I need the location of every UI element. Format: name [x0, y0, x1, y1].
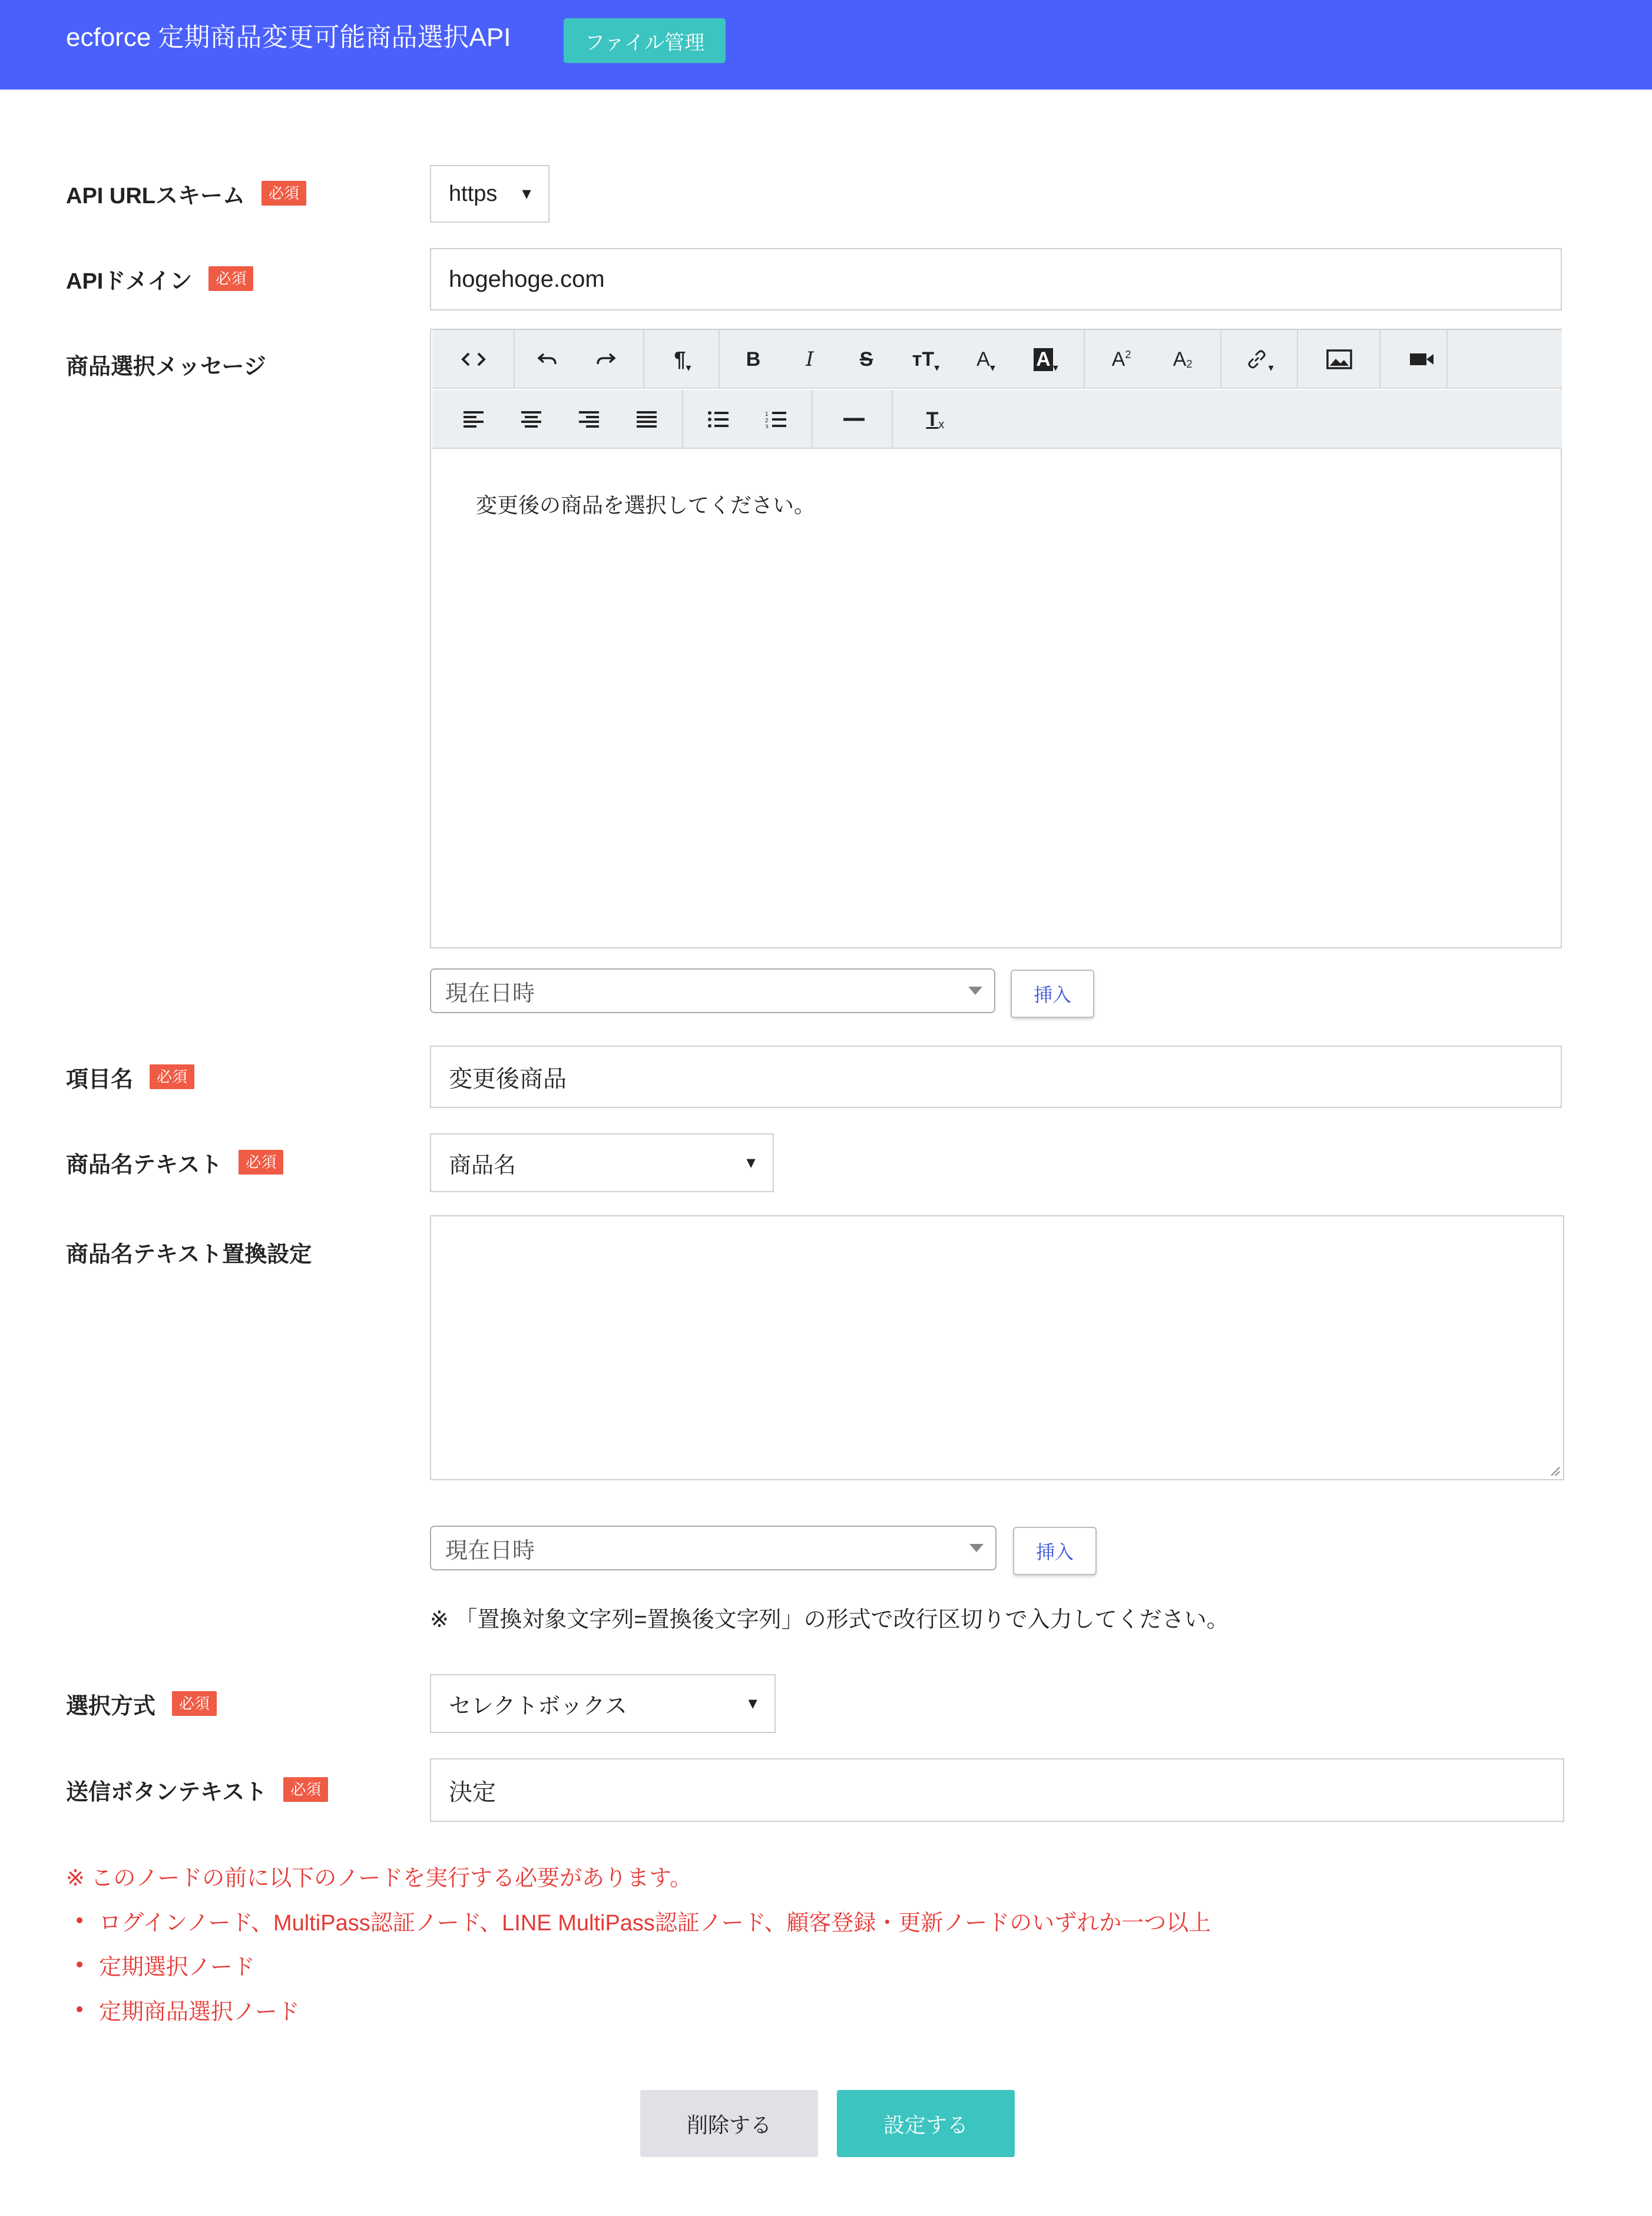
resize-handle-icon[interactable]	[1548, 1464, 1561, 1477]
replace-note: ※ 「置換対象文字列=置換後文字列」の形式で改行区切りで入力してください。	[430, 1608, 1229, 1632]
warning-item: ログインノード、MultiPass認証ノード、LINE MultiPass認証ノード、顧客登録・更新ノードのいずれか一つ以上	[99, 1904, 1211, 1937]
message-insert-button[interactable]: 挿入	[1011, 970, 1094, 1018]
chevron-down-icon: ▼	[743, 1153, 759, 1172]
superscript-icon[interactable]: A 2	[1111, 348, 1131, 371]
required-badge: 必須	[283, 1777, 328, 1802]
highlight-icon[interactable]: A ▾	[1017, 330, 1075, 389]
required-badge: 必須	[150, 1064, 194, 1089]
domain-label: APIドメイン 必須	[66, 262, 253, 295]
numbered-list-icon[interactable]	[747, 390, 806, 449]
align-left-icon[interactable]	[444, 390, 503, 449]
editor-content[interactable]: 変更後の商品を選択してください。	[476, 493, 816, 517]
scheme-label: API URLスキーム 必須	[66, 177, 306, 210]
warning-item: 定期商品選択ノード	[99, 1993, 300, 2026]
align-center-icon[interactable]	[502, 390, 561, 449]
strikethrough-icon[interactable]: S	[859, 348, 873, 371]
clear-format-icon[interactable]: T x	[926, 408, 945, 431]
scheme-select[interactable]: https ▼	[430, 165, 549, 223]
required-badge: 必須	[172, 1691, 217, 1716]
svg-text:2: 2	[765, 418, 769, 424]
italic-icon[interactable]: I	[806, 348, 814, 371]
required-badge: 必須	[239, 1150, 283, 1175]
subscript-icon[interactable]: A 2	[1173, 348, 1193, 371]
editor-toolbar-row-1	[432, 330, 1562, 389]
required-badge: 必須	[261, 181, 306, 206]
warning-title: ※ このノードの前に以下のノードを実行する必要があります。	[66, 1866, 693, 1891]
caret-down-icon	[968, 987, 982, 995]
editor-toolbar-row-2	[432, 390, 1562, 449]
domain-input[interactable]: hogehoge.com	[430, 248, 1562, 310]
select-method-select[interactable]: セレクトボックス ▼	[430, 1674, 776, 1733]
chevron-down-icon: ▼	[519, 184, 534, 203]
code-view-icon[interactable]	[444, 330, 503, 389]
item-name-label: 項目名 必須	[66, 1060, 194, 1093]
undo-icon[interactable]	[521, 330, 574, 389]
chevron-down-icon: ▼	[745, 1694, 760, 1712]
message-label: 商品選択メッセージ	[66, 354, 266, 379]
replace-insert-button[interactable]: 挿入	[1013, 1527, 1097, 1575]
replace-variable-select[interactable]: 現在日時	[430, 1526, 997, 1570]
link-icon[interactable]: ▾	[1227, 330, 1292, 389]
product-text-select[interactable]: 商品名 ▼	[430, 1133, 774, 1192]
rich-text-editor	[430, 329, 1562, 948]
item-name-input[interactable]: 変更後商品	[430, 1046, 1562, 1108]
app-header	[0, 0, 1652, 90]
replace-label: 商品名テキスト置換設定	[66, 1242, 312, 1267]
image-icon[interactable]	[1304, 330, 1375, 389]
submit-text-label: 送信ボタンテキスト 必須	[66, 1773, 328, 1806]
bullet-list-icon[interactable]	[689, 390, 748, 449]
product-text-label: 商品名テキスト 必須	[66, 1146, 283, 1179]
caret-down-icon	[969, 1544, 984, 1552]
align-justify-icon[interactable]	[617, 390, 676, 449]
set-button[interactable]: 設定する	[837, 2090, 1015, 2157]
paragraph-icon[interactable]: ¶ ▾	[674, 347, 691, 373]
warning-item: 定期選択ノード	[99, 1949, 255, 1981]
svg-text:1: 1	[765, 411, 769, 418]
file-management-button[interactable]: ファイル管理	[564, 18, 726, 63]
required-badge: 必須	[208, 266, 253, 291]
delete-button[interactable]: 削除する	[640, 2090, 818, 2157]
align-right-icon[interactable]	[560, 390, 618, 449]
bold-icon[interactable]: B	[746, 348, 761, 371]
svg-text:3: 3	[765, 424, 769, 428]
font-size-icon[interactable]: тT ▾	[912, 348, 940, 373]
page-title: ecforce 定期商品変更可能商品選択API	[66, 23, 511, 52]
redo-icon[interactable]	[580, 330, 633, 389]
message-variable-select[interactable]: 現在日時	[430, 968, 995, 1013]
font-color-icon[interactable]: A ▾	[976, 348, 995, 373]
replace-textarea[interactable]	[430, 1215, 1564, 1480]
horizontal-rule-icon[interactable]	[819, 390, 889, 449]
select-method-label: 選択方式 必須	[66, 1687, 217, 1720]
submit-text-input[interactable]: 決定	[430, 1758, 1564, 1822]
